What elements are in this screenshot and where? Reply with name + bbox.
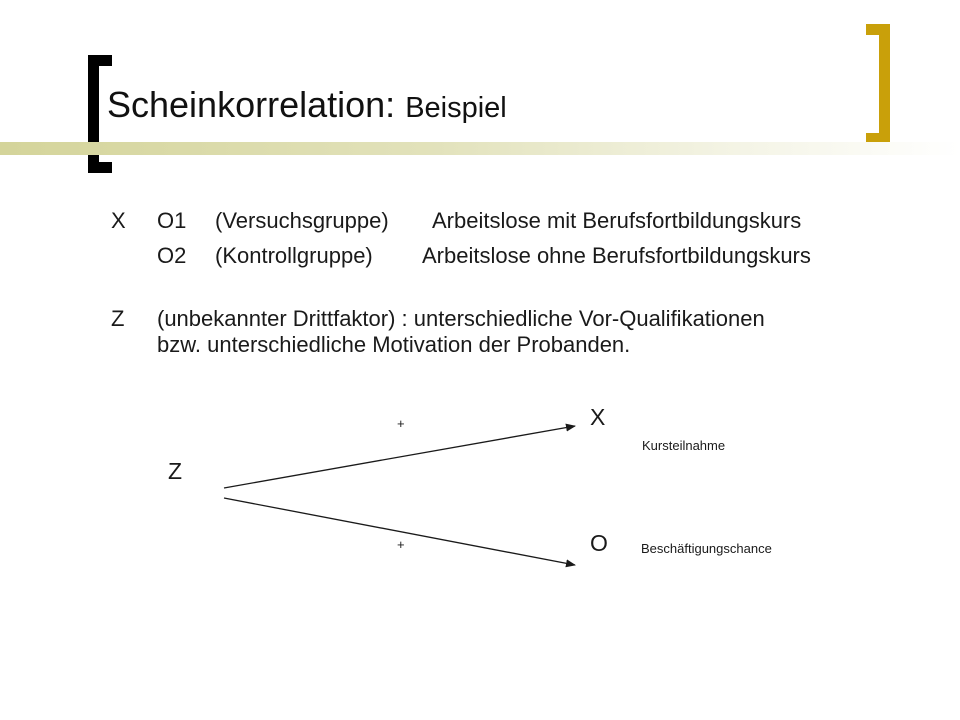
node-x: X — [590, 404, 606, 430]
arrow-z-to-o — [224, 498, 575, 565]
title-main: Scheinkorrelation: — [107, 84, 396, 125]
arrow-z-to-x — [224, 426, 575, 488]
row2-label: (Kontrollgruppe) — [215, 243, 373, 268]
node-z: Z — [168, 458, 183, 484]
sign-bottom: + — [397, 537, 405, 552]
node-o-label: Beschäftigungschance — [641, 541, 772, 556]
row1-group: O1 — [157, 208, 187, 233]
third-factor-line2: bzw. unterschiedliche Motivation der Probanden. — [157, 332, 631, 357]
row1-text: Arbeitslose mit Berufsfortbildungskurs — [432, 208, 802, 233]
node-o: O — [590, 530, 608, 556]
sign-top: + — [397, 416, 405, 431]
third-factor-symbol: Z — [111, 306, 125, 331]
title-sub: Beispiel — [405, 92, 507, 124]
node-x-label: Kursteilnahme — [642, 438, 726, 453]
third-factor-line1: (unbekannter Drittfaktor) : unterschiedliche Vor-Qualifikationen — [157, 306, 765, 331]
row2-text: Arbeitslose ohne Berufsfortbildungskurs — [422, 243, 811, 268]
row2-group: O2 — [157, 243, 187, 268]
row1-label: (Versuchsgruppe) — [215, 208, 389, 233]
row1-symbol: X — [111, 208, 126, 233]
